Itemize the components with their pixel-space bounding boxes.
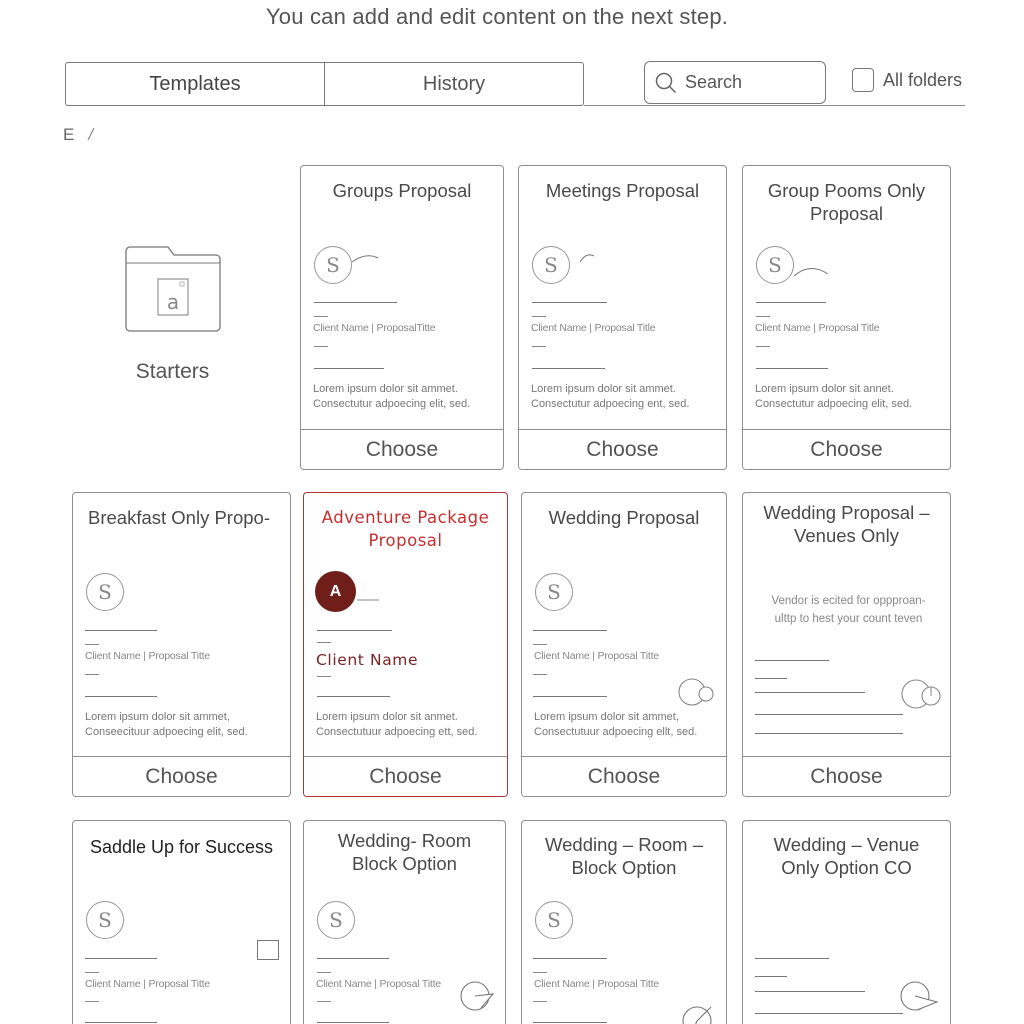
card-title: Breakfast Only Propo- (88, 507, 270, 528)
divider-line (755, 733, 903, 734)
swoosh-icon (579, 254, 609, 268)
card-meta: Client Name | ProposalTitte (313, 322, 436, 334)
breadcrumb (63, 125, 93, 145)
breadcrumb-root[interactable]: E (63, 125, 75, 144)
divider-line (755, 976, 787, 977)
card-meta: Client Name | Proposal Titte (534, 650, 659, 662)
card-description-line-1: Lorem ipsum dolor sit anmet. (316, 711, 458, 723)
card-description-line-1: Lorem ipsum dolor sit ammet. (313, 383, 458, 395)
template-card-wedding-room-block-option[interactable] (303, 820, 506, 1024)
dash (533, 972, 547, 973)
dash (317, 676, 331, 677)
all-folders-label: All folders (883, 69, 963, 90)
card-description-line-2: Consectutur adpoecing elit, sed. (313, 398, 471, 410)
card-title: Group Pooms Only Proposal (767, 180, 926, 224)
logo-icon: S (535, 901, 573, 939)
dash (85, 644, 99, 645)
logo-icon: S (86, 901, 124, 939)
divider-line (314, 368, 384, 369)
search-input[interactable] (685, 72, 815, 93)
tab-templates[interactable]: Templates (149, 72, 241, 95)
dash (314, 346, 328, 347)
dash (533, 1001, 547, 1002)
card-title: Meetings Proposal (545, 180, 700, 201)
dash (756, 346, 770, 347)
breadcrumb-separator: / (88, 125, 94, 144)
tab-history[interactable]: History (324, 63, 583, 105)
divider-line (756, 302, 826, 303)
starters-folder[interactable] (120, 245, 225, 384)
template-card-wedding-proposal-venues-only[interactable] (742, 492, 951, 797)
dash (532, 346, 546, 347)
divider-line (533, 696, 607, 697)
card-title: Groups Proposal (332, 180, 472, 201)
card-meta: Client Name | Proposal Titte (85, 650, 210, 662)
divider-line (314, 302, 397, 303)
divider-line (317, 630, 392, 631)
logo-icon: S (532, 246, 570, 284)
template-card-adventure-package-proposal[interactable] (303, 492, 508, 797)
choose-button[interactable]: Choose (301, 429, 503, 469)
card-description-line-2: Consectutur adpoecing ent, sed. (531, 398, 690, 410)
card-title: Wedding – Room – Block Option (544, 834, 704, 878)
logo-icon: S (314, 246, 352, 284)
search-icon (655, 72, 677, 94)
divider-line (317, 1022, 389, 1023)
card-title: Wedding- Room Block Option (337, 830, 472, 874)
card-description-line-1: Lorem ipsum dolor sit ammet. (531, 383, 676, 395)
all-folders-toggle[interactable] (852, 68, 962, 92)
client-name: Client Name (316, 651, 419, 669)
vendor-text-line-1: Vendor is ecited for oppproan- (771, 595, 926, 607)
pie-icon (458, 979, 498, 1013)
choose-button[interactable]: Choose (522, 756, 726, 796)
template-card-meetings-proposal[interactable] (518, 165, 727, 470)
template-card-wedding-room-block-option-2[interactable] (521, 820, 727, 1024)
divider-line (755, 958, 829, 959)
divider-line (85, 1022, 157, 1023)
swoosh-icon (351, 254, 381, 268)
logo-icon: S (317, 901, 355, 939)
dash (533, 644, 547, 645)
view-tabs (65, 62, 584, 106)
search-box[interactable] (644, 61, 826, 104)
card-title: Wedding Proposal (548, 507, 700, 528)
card-meta: Client Name | Proposal Titte (85, 978, 210, 990)
vendor-text-line-2: ulttp to hest your count teven (774, 613, 923, 625)
template-card-groups-proposal[interactable] (300, 165, 504, 470)
card-description-line-2: Consectutuur adpoecing ellt, sed. (534, 726, 698, 738)
card-meta: Client Name | Proposal Titte (534, 978, 659, 990)
card-description-line-1: Lorem ipsum dolor sit ammet, (85, 711, 230, 723)
divider-line (85, 958, 157, 959)
card-description-line-1: Lorem ipsum dolor sit ammet, (534, 711, 679, 723)
divider-line (755, 1013, 903, 1014)
dash (85, 1001, 99, 1002)
divider-line (755, 991, 865, 992)
dash (317, 1001, 331, 1002)
logo-icon: S (756, 246, 794, 284)
pie-icon (898, 979, 942, 1013)
template-card-saddle-up-for-success[interactable] (72, 820, 291, 1024)
starters-label: Starters (135, 360, 210, 383)
template-card-group-rooms-only-proposal[interactable] (742, 165, 951, 470)
divider-line (755, 714, 903, 715)
page-subtitle: You can add and edit content on the next step. (265, 4, 729, 29)
divider-line (755, 678, 787, 679)
divider-line (317, 696, 390, 697)
divider-line (532, 368, 605, 369)
dash (756, 316, 770, 317)
card-title: Saddle Up for Success (89, 837, 274, 857)
template-card-wedding-proposal[interactable] (521, 492, 727, 797)
swoosh-icon (793, 262, 833, 282)
svg-text:a: a (166, 290, 179, 314)
choose-button[interactable]: Choose (304, 756, 507, 796)
card-meta: Client Name | Proposal Title (755, 322, 880, 334)
swoosh-icon (356, 595, 382, 605)
divider-line (533, 630, 607, 631)
dash (85, 674, 99, 675)
toolbar-divider (584, 105, 965, 106)
divider-line (533, 958, 607, 959)
card-title: Wedding Proposal – Venues Only (763, 502, 930, 546)
dash (533, 674, 547, 675)
divider-line (756, 368, 828, 369)
card-description-line-2: Consectutur adpoecing elit, sed. (755, 398, 913, 410)
dash (317, 642, 331, 643)
card-description-line-2: Consectutuur adpoecing ett, sed. (316, 726, 478, 738)
divider-line (533, 1022, 607, 1023)
card-title: Adventure Package Proposal (321, 508, 490, 550)
divider-line (85, 696, 157, 697)
choose-button[interactable]: Choose (743, 429, 950, 469)
dash (314, 316, 328, 317)
divider-line (532, 302, 607, 303)
dash (532, 316, 546, 317)
pie-icon (676, 676, 716, 708)
pie-icon (899, 678, 945, 710)
card-description-line-1: Lorem ipsum dolor sit annet. (755, 383, 894, 395)
logo-icon: S (535, 573, 573, 611)
card-description-line-2: Conseecituur adpoecing elit, sed. (85, 726, 248, 738)
square-icon (257, 940, 279, 960)
divider-line (317, 958, 389, 959)
folder-icon (125, 245, 221, 333)
avatar: A (315, 571, 356, 612)
choose-button[interactable]: Choose (519, 429, 726, 469)
logo-icon: S (86, 573, 124, 611)
dash (85, 972, 99, 973)
card-title: Wedding – Venue Only Option CO (773, 834, 920, 878)
all-folders-checkbox[interactable] (852, 68, 874, 92)
divider-line (755, 692, 865, 693)
pie-icon (677, 1001, 717, 1024)
choose-button[interactable]: Choose (743, 756, 950, 796)
dash (317, 972, 331, 973)
choose-button[interactable]: Choose (73, 756, 290, 796)
card-meta: Client Name | Proposal Title (531, 322, 656, 334)
divider-line (755, 660, 829, 661)
template-card-breakfast-only-proposal[interactable] (72, 492, 291, 797)
card-meta: Client Name | Proposal Titte (316, 978, 441, 990)
divider-line (85, 630, 157, 631)
template-card-wedding-venue-only-option[interactable] (742, 820, 951, 1024)
